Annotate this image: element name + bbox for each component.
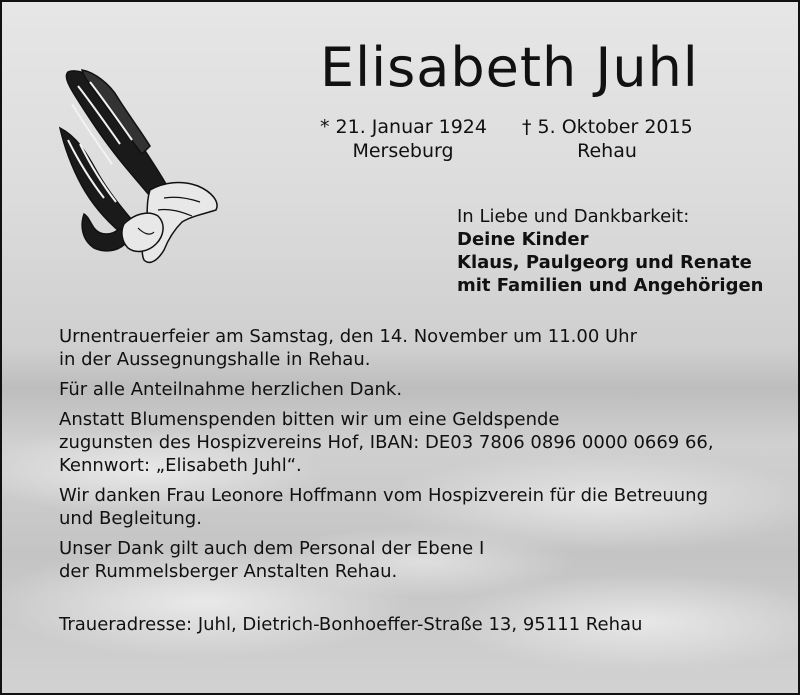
text-line: in der Aussegnungshalle in Rehau. xyxy=(59,349,371,370)
text-line: Urnentrauerfeier am Samstag, den 14. November um 11.00 Uhr xyxy=(59,326,637,347)
thanks-intro: In Liebe und Dankbarkeit: xyxy=(457,206,690,227)
funeral-paragraph xyxy=(59,325,714,371)
praying-hands-icon xyxy=(54,64,226,274)
text-line: Kennwort: „Elisabeth Juhl“. xyxy=(59,455,302,476)
donation-paragraph xyxy=(59,408,714,477)
text-line: Für alle Anteilnahme herzlichen Dank. xyxy=(59,379,403,400)
hospice-thanks-paragraph xyxy=(59,484,714,530)
text-line: und Begleitung. xyxy=(59,508,202,529)
mourning-address: Traueradresse: Juhl, Dietrich-Bonhoeffer-Straße 13, 95111 Rehau xyxy=(59,614,643,635)
mourners-block xyxy=(457,205,764,297)
death-date: † 5. Oktober 2015 xyxy=(522,116,693,138)
mourners-line: Deine Kinder xyxy=(457,229,589,250)
birth-place: Merseburg xyxy=(352,140,454,162)
deceased-name: Elisabeth Juhl xyxy=(320,36,699,99)
text-line: zugunsten des Hospizvereins Hof, IBAN: DE03 7806 0896 0000 0669 66, xyxy=(59,432,714,453)
gratitude-paragraph xyxy=(59,378,714,401)
text-line: Anstatt Blumenspenden bitten wir um eine Geldspende xyxy=(59,409,560,430)
text-line: der Rummelsberger Anstalten Rehau. xyxy=(59,561,398,582)
notice-body xyxy=(59,325,714,590)
birth-date: * 21. Januar 1924 xyxy=(320,116,487,138)
mourners-line: mit Familien und Angehörigen xyxy=(457,275,764,296)
death-info xyxy=(522,115,692,163)
death-place: Rehau xyxy=(577,140,637,162)
birth-info xyxy=(320,115,486,163)
text-line: Unser Dank gilt auch dem Personal der Ebene I xyxy=(59,538,485,559)
text-line: Wir danken Frau Leonore Hoffmann vom Hospizverein für die Betreuung xyxy=(59,485,709,506)
staff-thanks-paragraph xyxy=(59,537,714,583)
mourners-line: Klaus, Paulgeorg und Renate xyxy=(457,252,752,273)
